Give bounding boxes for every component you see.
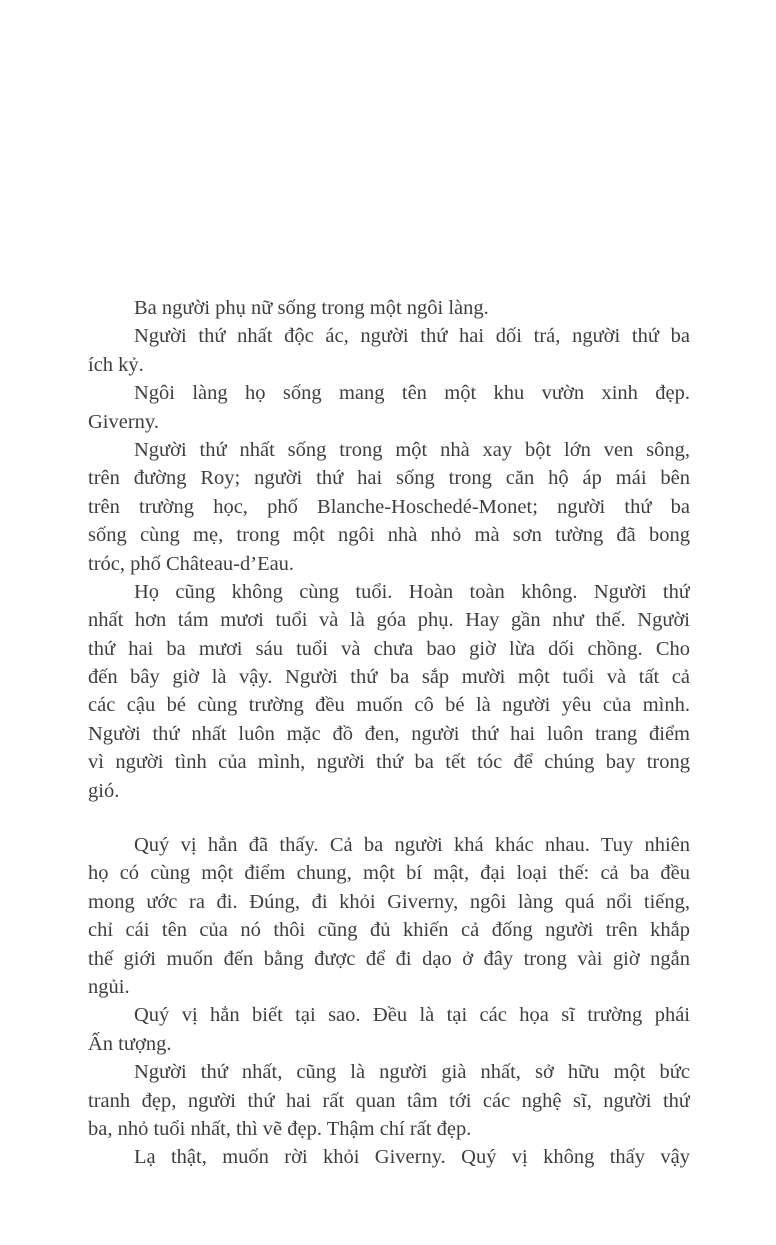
text-line: Họ cũng không cùng tuổi. Hoàn toàn không. Người thứ xyxy=(134,580,690,603)
text-line: ích kỷ. xyxy=(88,353,144,376)
text-line: tróc, phố Château-d’Eau. xyxy=(88,552,295,575)
text-line: Giverny. xyxy=(88,410,159,433)
text-block-2 xyxy=(88,831,690,1172)
text-line: Người thứ nhất độc ác, người thứ hai dối trá, người thứ ba xyxy=(134,325,690,348)
text-line: chỉ cái tên của nó thôi cũng đủ khiến cả đống người trên khắp xyxy=(88,919,690,942)
paragraph xyxy=(88,1058,690,1143)
text-line: Ấn tượng. xyxy=(88,1032,172,1055)
text-line: Người thứ nhất sống trong một nhà xay bột lớn ven sông, xyxy=(134,438,690,461)
paragraph xyxy=(88,436,690,578)
text-line: trên trường học, phố Blanche-Hoschedé-Monet; người thứ ba xyxy=(88,495,690,518)
text-line: Ba người phụ nữ sống trong một ngôi làng. xyxy=(134,297,489,319)
text-line: họ có cùng một điểm chung, một bí mật, đại loại thế: cả ba đều xyxy=(88,862,690,885)
text-line: nhất hơn tám mươi tuổi và là góa phụ. Hay gần như thế. Người xyxy=(88,609,690,632)
text-line: trên đường Roy; người thứ hai sống trong căn hộ áp mái bên xyxy=(88,467,690,490)
paragraph xyxy=(88,831,690,1001)
text-line: sống cùng mẹ, trong một ngôi nhà nhỏ mà sơn tường đã bong xyxy=(88,524,690,547)
text-line: thứ hai ba mươi sáu tuổi và chưa bao giờ lừa dối chồng. Cho xyxy=(88,637,690,660)
text-line: đến bây giờ là vậy. Người thứ ba sắp mười một tuổi và tất cả xyxy=(88,666,690,689)
paragraph xyxy=(88,1001,690,1058)
text-line: Lạ thật, muốn rời khỏi Giverny. Quý vị không thấy vậy xyxy=(134,1146,690,1169)
text-line: Người thứ nhất, cũng là người già nhất, sở hữu một bức xyxy=(134,1061,690,1084)
text-line: vì người tình của mình, người thứ ba tết tóc để chúng bay trong xyxy=(88,751,690,774)
paragraph xyxy=(88,294,690,322)
text-line: Ngôi làng họ sống mang tên một khu vườn xinh đẹp. xyxy=(134,382,690,405)
paragraph-block-gap xyxy=(88,805,690,831)
text-line: gió. xyxy=(88,779,120,802)
text-line: các cậu bé cùng trường đều muốn cô bé là người yêu của mình. xyxy=(88,694,690,717)
text-line: tranh đẹp, người thứ hai rất quan tâm tới các nghệ sĩ, người thứ xyxy=(88,1089,690,1112)
text-line: ngủi. xyxy=(88,975,130,998)
text-line: Người thứ nhất luôn mặc đồ đen, người thứ hai luôn trang điểm xyxy=(88,722,690,745)
paragraph xyxy=(88,322,690,379)
text-line: ba, nhỏ tuổi nhất, thì vẽ đẹp. Thậm chí rất đẹp. xyxy=(88,1117,472,1140)
paragraph xyxy=(88,1143,690,1171)
text-line: Quý vị hẳn đã thấy. Cả ba người khá khác nhau. Tuy nhiên xyxy=(134,834,690,857)
text-line: Quý vị hẳn biết tại sao. Đều là tại các họa sĩ trường phái xyxy=(134,1004,690,1027)
text-line: thế giới muốn đến bằng được để đi dạo ở đây trong vài giờ ngắn xyxy=(88,947,690,970)
text-line: mong ước ra đi. Đúng, đi khỏi Giverny, ngôi làng quá nổi tiếng, xyxy=(88,890,690,913)
paragraph xyxy=(88,379,690,436)
paragraph xyxy=(88,578,690,805)
text-block-1 xyxy=(88,294,690,805)
